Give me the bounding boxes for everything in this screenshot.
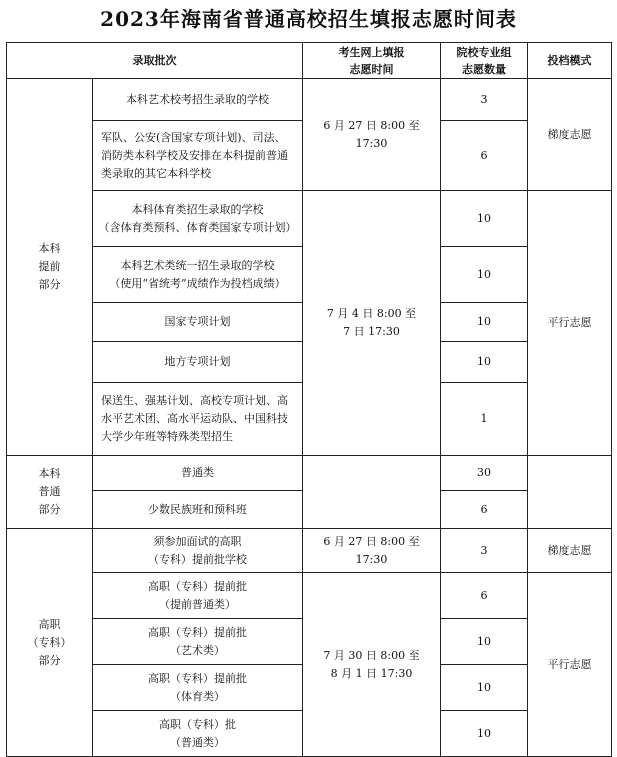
page-title: 2023年海南省普通高校招生填报志愿时间表: [100, 7, 517, 31]
batch-cell: 国家专项计划: [93, 303, 303, 342]
group-label-undergrad-early: 本科 提前 部分: [7, 79, 93, 456]
count-cell: 1: [441, 383, 528, 456]
count-cell: 3: [441, 79, 528, 121]
table-row: [7, 529, 612, 573]
fill-time-cell: 6 月 27 日 8:00 至 17:30: [303, 79, 441, 191]
fill-time-cell: 6 月 27 日 8:00 至 17:30: [303, 529, 441, 573]
fill-time-cell: 7 月 30 日 8:00 至 8 月 1 日 17:30: [303, 573, 441, 757]
header-batch: 录取批次: [7, 43, 303, 79]
group-label-vocational: 高职 （专科） 部分: [7, 529, 93, 757]
count-cell: 10: [441, 247, 528, 303]
batch-cell: 高职（专科）提前批 （体育类）: [93, 665, 303, 711]
batch-cell: 少数民族班和预科班: [93, 491, 303, 529]
mode-cell: [528, 456, 612, 529]
batch-cell: 高职（专科）提前批 （艺术类）: [93, 619, 303, 665]
count-cell: 10: [441, 303, 528, 342]
count-cell: 10: [441, 191, 528, 247]
batch-cell: 高职（专科）提前批 （提前普通类）: [93, 573, 303, 619]
count-cell: 10: [441, 619, 528, 665]
schedule-table: [6, 42, 612, 757]
table-row: [7, 191, 612, 247]
count-cell: 6: [441, 491, 528, 529]
count-cell: 30: [441, 456, 528, 491]
header-count: 院校专业组 志愿数量: [441, 43, 528, 79]
count-cell: 10: [441, 711, 528, 757]
count-cell: 10: [441, 665, 528, 711]
mode-cell: 平行志愿: [528, 573, 612, 757]
batch-cell: 须参加面试的高职 （专科）提前批学校: [93, 529, 303, 573]
mode-cell: 梯度志愿: [528, 529, 612, 573]
count-cell: 6: [441, 121, 528, 191]
count-cell: 6: [441, 573, 528, 619]
header-time: 考生网上填报 志愿时间: [303, 43, 441, 79]
batch-cell: 本科艺术类统一招生录取的学校 （使用“省统考”成绩作为投档成绩）: [93, 247, 303, 303]
batch-cell: 本科体育类招生录取的学校 （含体育类预科、体育类国家专项计划）: [93, 191, 303, 247]
batch-cell: 军队、公安(含国家专项计划)、司法、消防类本科学校及安排在本科提前普通类录取的其它本科学校: [93, 121, 303, 191]
mode-cell: 梯度志愿: [528, 79, 612, 191]
header-mode: 投档模式: [528, 43, 612, 79]
header-row: [7, 43, 612, 79]
batch-cell: 本科艺术校考招生录取的学校: [93, 79, 303, 121]
batch-cell: 保送生、强基计划、高校专项计划、高水平艺术团、高水平运动队、中国科技大学少年班等特殊类型招生: [93, 383, 303, 456]
mode-cell: 平行志愿: [528, 191, 612, 456]
count-cell: 3: [441, 529, 528, 573]
batch-cell: 高职（专科）批 （普通类）: [93, 711, 303, 757]
table-row: [7, 456, 612, 491]
batch-cell: 地方专项计划: [93, 342, 303, 383]
count-cell: 10: [441, 342, 528, 383]
group-label-undergrad-regular: 本科 普通 部分: [7, 456, 93, 529]
table-row: [7, 79, 612, 121]
batch-cell: 普通类: [93, 456, 303, 491]
fill-time-cell: 7 月 4 日 8:00 至 7 日 17:30: [303, 191, 441, 456]
fill-time-cell: [303, 456, 441, 529]
table-row: [7, 573, 612, 619]
